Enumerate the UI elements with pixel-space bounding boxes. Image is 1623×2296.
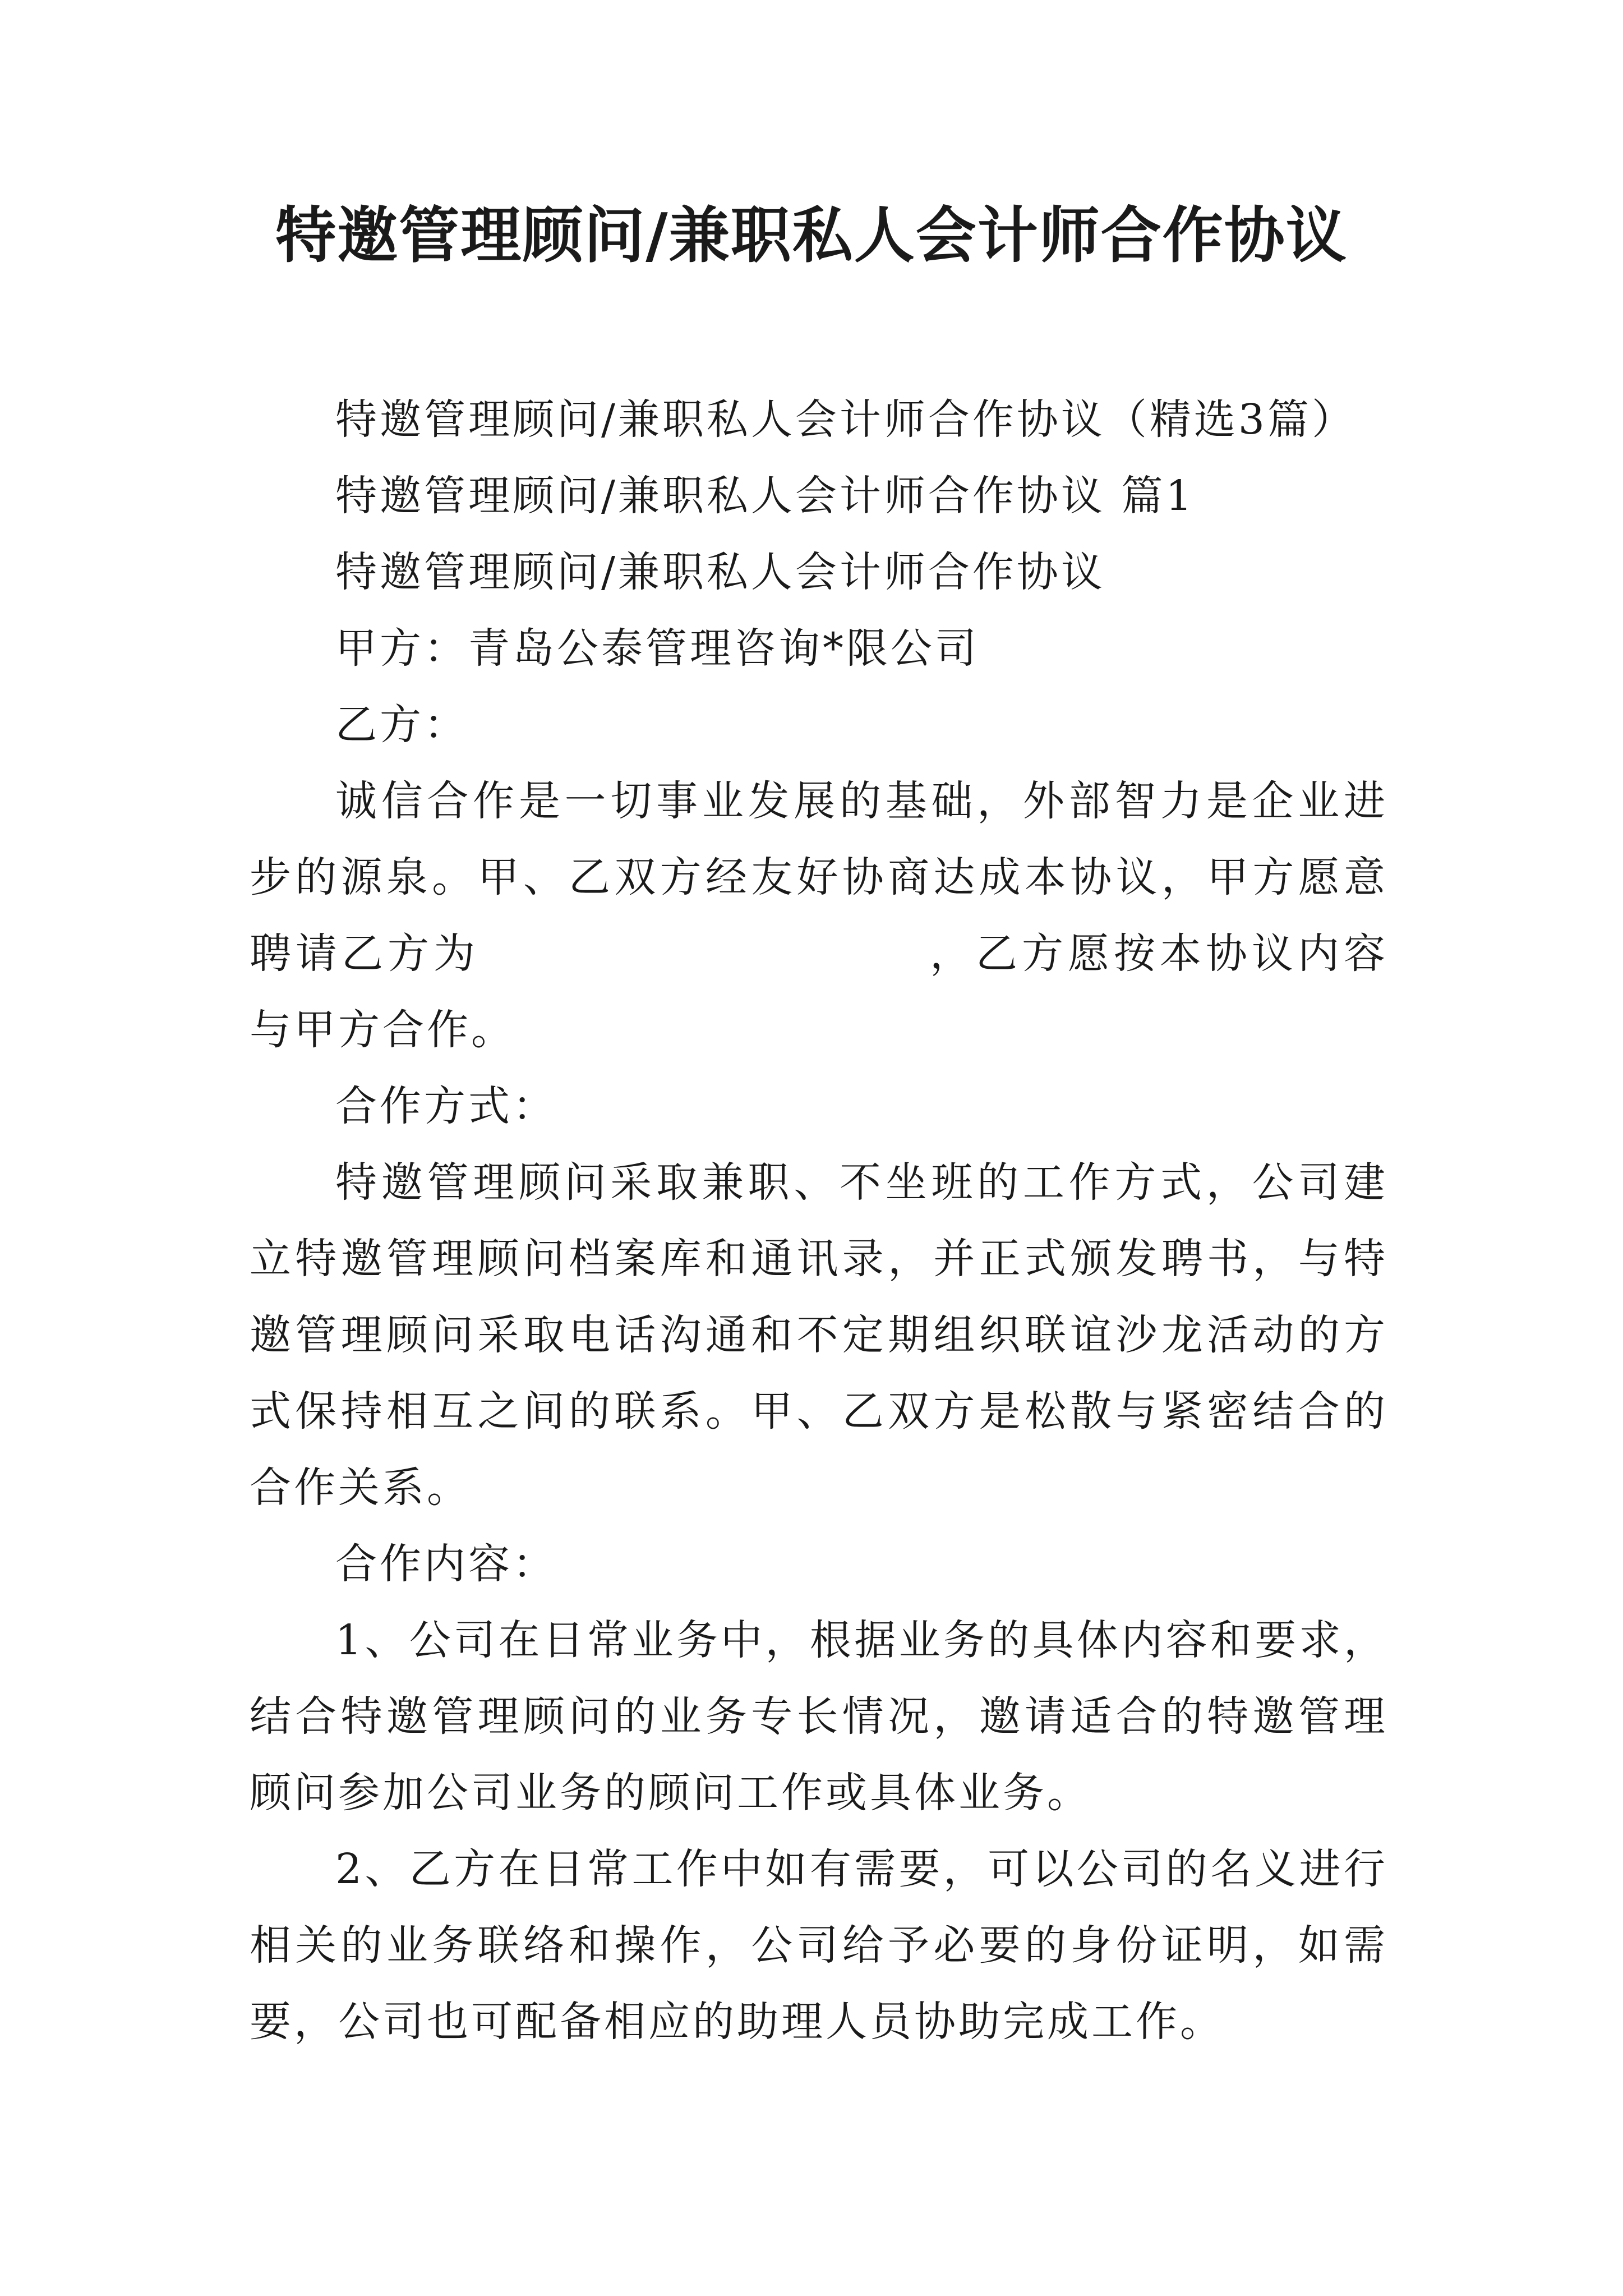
cooperation-mode-heading: 合作方式： [335,1082,557,1130]
cooperation-mode-paragraph: 特邀管理顾问采取兼职、不坐班的工作方式，公司建立特邀管理顾问档案库和通讯录，并正式颁发聘书，与特邀管理顾问采取电话沟通和不定期组织联谊沙龙活动的方式保持相互之间的联系。甲、乙双方是松散与紧密结合的合作关系。 [250,1158,1388,1512]
heading-agreement: 特邀管理顾问/兼职私人会计师合作协议 [335,548,1105,596]
party-b: 乙方： [335,701,468,749]
content-item-2: 2、乙方在日常工作中如有需要，可以公司的名义进行相关的业务联络和操作，公司给予必要的身份证明，如需要，公司也可配备相应的助理人员协助完成工作。 [250,1845,1388,2046]
heading-selected: 特邀管理顾问/兼职私人会计师合作协议（精选3篇） [335,395,1357,444]
heading-part-1: 特邀管理顾问/兼职私人会计师合作协议 篇1 [335,472,1195,520]
intro-text-before-blank: 诚信合作是一切事业发展的基础，外部智力是企业进步的源泉。甲、乙双方经友好协商达成本协议，甲方愿意聘请乙方为 [250,777,1388,978]
document-body [250,381,1388,2060]
cooperation-content-heading: 合作内容： [335,1540,557,1588]
party-a: 甲方：青岛公泰管理咨询*限公司 [335,624,979,673]
intro-text-after-blank: ，乙方愿按本协议内容与甲方合作。 [250,930,1388,1054]
content-item-1: 1、公司在日常业务中，根据业务的具体内容和要求，结合特邀管理顾问的业务专长情况，邀请适合的特邀管理顾问参加公司业务的顾问工作或具体业务。 [250,1616,1388,1817]
intro-paragraph [250,763,1388,1068]
document-title: 特邀管理顾问/兼职私人会计师合作协议 [275,200,1348,271]
